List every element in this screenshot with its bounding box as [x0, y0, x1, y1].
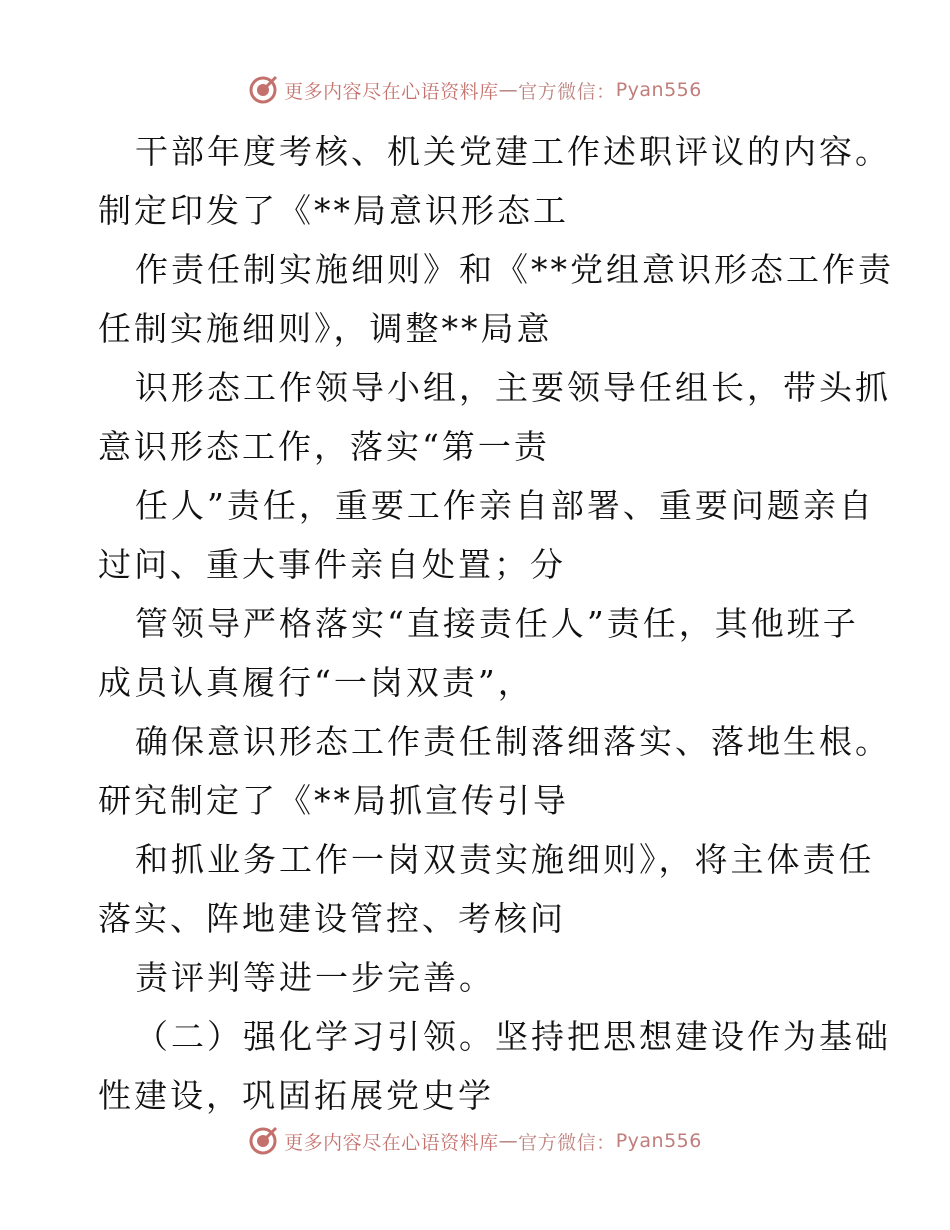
text-line: 过问、重大事件亲自处置；分 — [98, 545, 566, 584]
document-body — [98, 122, 894, 1125]
text-line: 识形态工作领导小组，主要领导任组长，带头抓 — [135, 368, 891, 407]
text-line: 干部年度考核、机关党建工作述职评议的内容。 — [135, 132, 891, 171]
text-line: 确保意识形态工作责任制落细落实、落地生根。 — [135, 722, 891, 761]
watermark-prefix: 更多内容尽在心语资料库 — [284, 1131, 499, 1154]
text-line: 意识形态工作，落实“第一责 — [98, 427, 550, 466]
header-watermark — [0, 70, 950, 110]
pen-logo-icon — [248, 1126, 278, 1156]
text-line: 制定印发了《**局意识形态工 — [98, 191, 569, 230]
watermark-separator: — — [498, 1130, 519, 1152]
watermark-separator: — — [498, 79, 519, 101]
watermark-account: Pyan556 — [615, 1130, 702, 1152]
text-line: 任制实施细则》，调整**局意 — [98, 309, 553, 348]
pen-logo-icon — [248, 75, 278, 105]
text-line: 任人”责任，重要工作亲自部署、重要问题亲自 — [135, 486, 875, 525]
watermark-label: 官方微信： — [518, 1131, 616, 1154]
text-line: 研究制定了《**局抓宣传引导 — [98, 781, 569, 820]
footer-watermark — [0, 1121, 950, 1161]
text-line: 和抓业务工作一岗双责实施细则》，将主体责任 — [135, 840, 875, 879]
text-line: 性建设，巩固拓展党史学 — [98, 1076, 494, 1115]
text-line: 责评判等进一步完善。 — [135, 958, 495, 997]
text-line: 落实、阵地建设管控、考核问 — [98, 899, 566, 938]
text-line: 管领导严格落实“直接责任人”责任，其他班子 — [135, 604, 859, 643]
section-heading-line: （二）强化学习引领。坚持把思想建设作为基础 — [135, 1017, 891, 1056]
text-line: 作责任制实施细则》和《**党组意识形态工作责 — [135, 250, 894, 289]
watermark-prefix: 更多内容尽在心语资料库 — [284, 80, 499, 103]
text-line: 成员认真履行“一岗双责”， — [98, 663, 534, 702]
watermark-account: Pyan556 — [615, 79, 702, 101]
watermark-label: 官方微信： — [518, 80, 616, 103]
